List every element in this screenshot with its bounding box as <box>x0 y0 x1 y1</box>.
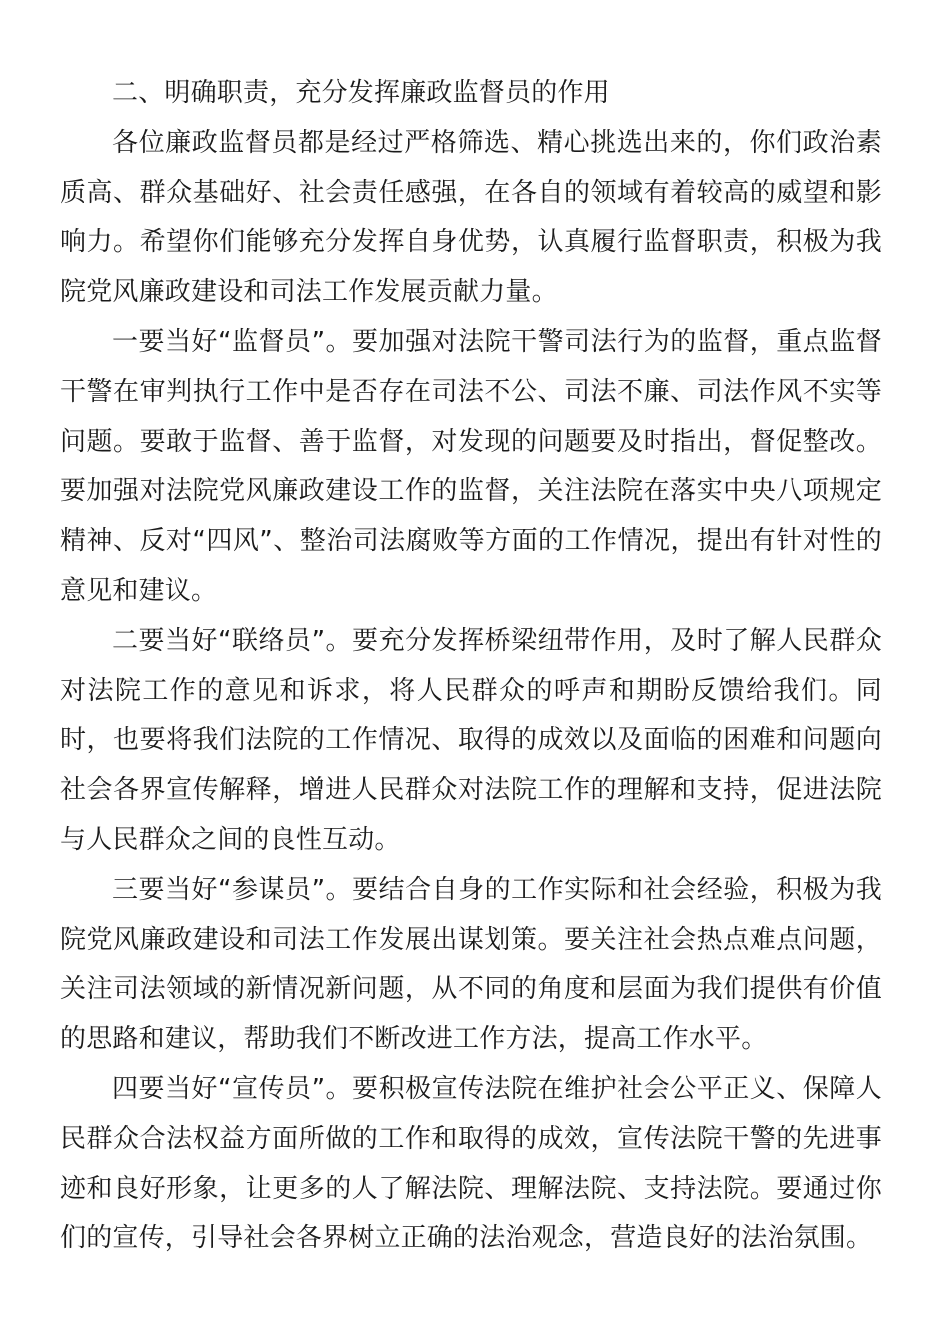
paragraph-advisor: 三要当好“参谋员”。要结合自身的工作实际和社会经验，积极为我院党风廉政建设和司法工作发展出谋划策。要关注社会热点难点问题，关注司法领域的新情况新问题，从不同的角度和层面为我们提供有价值的思路和建议，帮助我们不断改进工作方法，提高工作水平。 <box>60 874 882 1055</box>
paragraph-supervisor: 一要当好“监督员”。要加强对法院干警司法行为的监督，重点监督干警在审判执行工作中是否存在司法不公、司法不廉、司法作风不实等问题。要敢于监督、善于监督，对发现的问题要及时指出，督促整改。要加强对法院党风廉政建设工作的监督，关注法院在落实中央八项规定精神、反对“四风”、整治司法腐败等方面的工作情况，提出有针对性的意见和建议。 <box>60 326 882 606</box>
paragraph-intro: 各位廉政监督员都是经过严格筛选、精心挑选出来的，你们政治素质高、群众基础好、社会责任感强，在各自的领域有着较高的威望和影响力。希望你们能够充分发挥自身优势，认真履行监督职责，积极为我院党风廉政建设和司法工作发展贡献力量。 <box>60 127 882 308</box>
section-heading: 二、明确职责，充分发挥廉政监督员的作用 <box>112 78 610 108</box>
paragraph-publicist: 四要当好“宣传员”。要积极宣传法院在维护社会公平正义、保障人民群众合法权益方面所做的工作和取得的成效，宣传法院干警的先进事迹和良好形象，让更多的人了解法院、理解法院、支持法院。要通过你们的宣传，引导社会各界树立正确的法治观念，营造良好的法治氛围。 <box>60 1073 882 1254</box>
paragraph-liaison: 二要当好“联络员”。要充分发挥桥梁纽带作用，及时了解人民群众对法院工作的意见和诉求，将人民群众的呼声和期盼反馈给我们。同时，也要将我们法院的工作情况、取得的成效以及面临的困难和问题向社会各界宣传解释，增进人民群众对法院工作的理解和支持，促进法院与人民群众之间的良性互动。 <box>60 625 882 855</box>
